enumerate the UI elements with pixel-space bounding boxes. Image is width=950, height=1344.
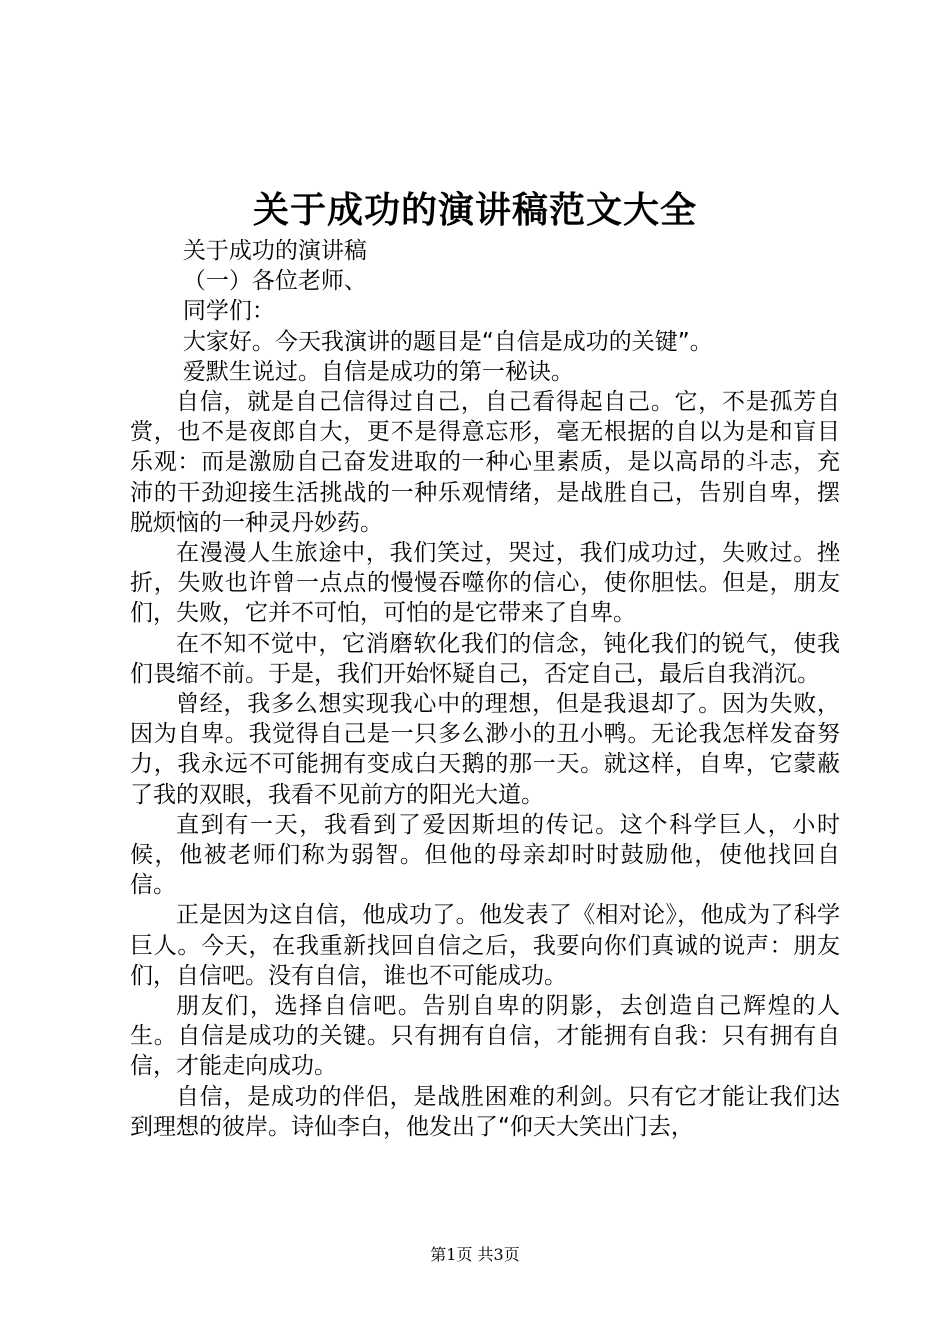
paragraph: 在漫漫人生旅途中，我们笑过，哭过，我们成功过，失败过。挫折，失败也许曾一点点的慢慢吞噬你的信心，使你胆怯。但是，朋友们，失败，它并不可怕，可怕的是它带来了自卑。 (130, 540, 840, 627)
paragraph: （一）各位老师、 (182, 268, 367, 295)
paragraph: 正是因为这自信，他成功了。他发表了《相对论》，他成为了科学巨人。今天，在我重新找回自信之后，我要向你们真诚的说声：朋友们，自信吧。没有自信，谁也不可能成功。 (130, 902, 840, 989)
paragraph: 关于成功的演讲稿 (182, 238, 367, 264)
paragraph: 朋友们，选择自信吧。告别自卑的阴影，去创造自己辉煌的人生。自信是成功的关键。只有拥有自信，才能拥有自我：只有拥有自信，才能走向成功。 (130, 993, 840, 1080)
paragraph: 在不知不觉中，它消磨软化我们的信念，钝化我们的锐气，使我们畏缩不前。于是，我们开始怀疑自己，否定自己，最后自我消沉。 (130, 630, 840, 687)
paragraph: 自信，就是自己信得过自己，自己看得起自己。它，不是孤芳自赏，也不是夜郎自大，更不是得意忘形，毫无根据的自以为是和盲目乐观：而是激励自己奋发进取的一种心里素质，是以高昂的斗志，充沛的干劲迎接生活挑战的一种乐观情绪，是战胜自己，告别自卑，摆脱烦恼的一种灵丹妙药。 (130, 389, 840, 536)
paragraph: 大家好。今天我演讲的题目是“自信是成功的关键”。 (182, 328, 713, 355)
paragraph: 同学们： (182, 298, 275, 325)
paragraph: 自信，是成功的伴侣，是战胜困难的利剑。只有它才能让我们达到理想的彼岸。诗仙李白，他发出了“仰天大笑出门去， (130, 1083, 840, 1140)
page-number-footer: 第1页 共3页 (430, 1245, 520, 1264)
paragraph: 爱默生说过。自信是成功的第一秘诀。 (182, 358, 574, 385)
document-body (130, 236, 840, 1142)
paragraph: 直到有一天，我看到了爱因斯坦的传记。这个科学巨人，小时候，他被老师们称为弱智。但他的母亲却时时鼓励他，使他找回自信。 (130, 811, 840, 899)
document-title: 关于成功的演讲稿范文大全 (252, 189, 697, 231)
paragraph: 曾经，我多么想实现我心中的理想，但是我退却了。因为失败，因为自卑。我觉得自己是一只多么渺小的丑小鸭。无论我怎样发奋努力，我永远不可能拥有变成白天鹅的那一天。就这样，自卑，它蒙蔽了我的双眼，我看不见前方的阳光大道。 (130, 691, 840, 808)
